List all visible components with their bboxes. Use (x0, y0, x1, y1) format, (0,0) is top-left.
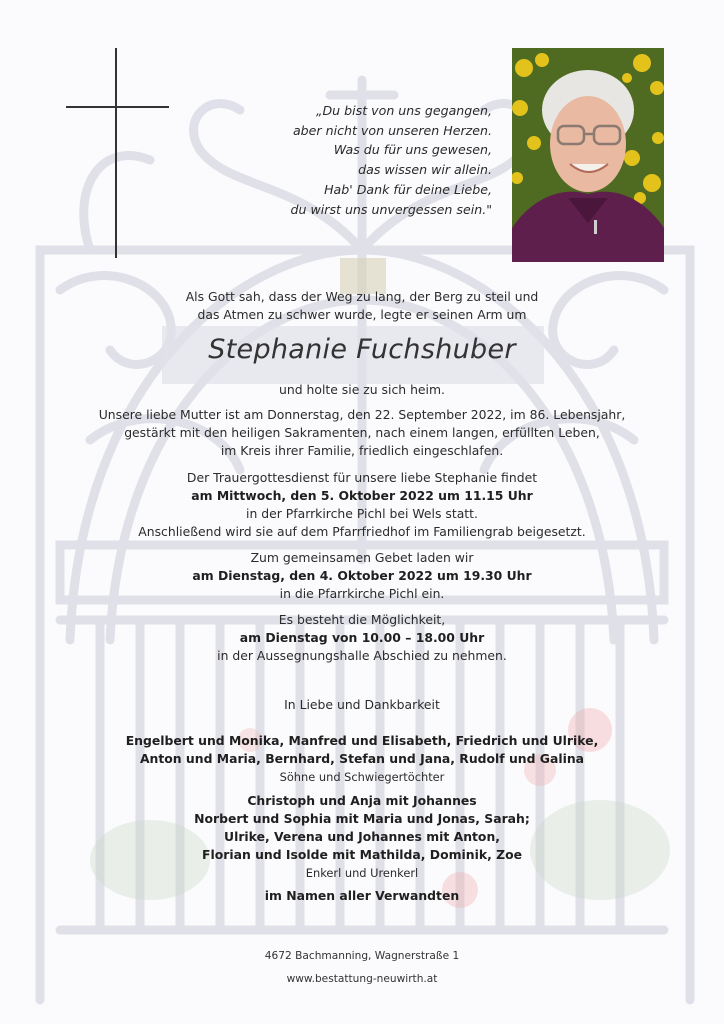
cross-vertical-line (115, 48, 117, 258)
cross-horizontal-line (66, 106, 169, 108)
children-role: Söhne und Schwiegertöchter (279, 770, 445, 784)
death-notice-line: Unsere liebe Mutter ist am Donnerstag, den 22. September 2022, im 86. Lebensjahr, (98, 407, 626, 422)
intro-line: das Atmen zu schwer wurde, legte er seinen Arm um (197, 307, 527, 322)
prayer-date: am Dienstag, den 4. Oktober 2022 um 19.30 Uhr (192, 568, 532, 583)
grandchildren-line: Ulrike, Verena und Johannes mit Anton, (224, 829, 500, 844)
children-line: Anton und Maria, Bernhard, Stefan und Jana, Rudolf und Galina (139, 751, 585, 766)
grandchildren-line: Norbert und Sophia mit Maria und Jonas, Sarah; (194, 811, 530, 826)
relatives-line: im Namen aller Verwandten (264, 888, 460, 903)
quote-line: du wirst uns unvergessen sein." (290, 201, 492, 217)
quote-line: „Du bist von uns gegangen, (315, 103, 492, 118)
grandchildren-line: Florian und Isolde mit Mathilda, Dominik, Zoe (202, 847, 522, 862)
after-name-line: und holte sie zu sich heim. (279, 382, 445, 397)
portrait-photo (512, 48, 664, 262)
quote-line: Was du für uns gewesen, (333, 142, 492, 158)
farewell-line: in der Aussegnungshalle Abschied zu nehmen. (217, 648, 507, 663)
death-notice-line: gestärkt mit den heiligen Sakramenten, nach einem langen, erfüllten Leben, (124, 425, 600, 440)
quote-line: aber nicht von unseren Herzen. (292, 122, 492, 138)
quote-line: Hab' Dank für deine Liebe, (324, 181, 492, 197)
quote-line: das wissen wir allein. (358, 162, 492, 178)
death-notice-line: im Kreis ihrer Familie, friedlich eingeschlafen. (220, 443, 504, 458)
footer-website: www.bestattung-neuwirth.at (286, 973, 438, 985)
funeral-line: Anschließend wird sie auf dem Pfarrfriedhof im Familiengrab beigesetzt. (138, 524, 586, 539)
deceased-name: Stephanie Fuchshuber (208, 334, 516, 365)
grandchildren-line: Christoph und Anja mit Johannes (247, 793, 477, 808)
funeral-line: Der Trauergottesdienst für unsere liebe Stephanie findet (186, 470, 538, 485)
grandchildren-role: Enkerl und Urenkerl (305, 866, 419, 880)
funeral-date: am Mittwoch, den 5. Oktober 2022 um 11.15 Uhr (191, 488, 533, 503)
memorial-quote (232, 101, 492, 219)
prayer-line: in die Pfarrkirche Pichl ein. (279, 586, 445, 601)
farewell-time: am Dienstag von 10.00 – 18.00 Uhr (239, 630, 485, 645)
children-line: Engelbert und Monika, Manfred und Elisabeth, Friedrich und Ulrike, (125, 733, 599, 748)
closing-line: In Liebe und Dankbarkeit (284, 697, 440, 712)
footer-address: 4672 Bachmanning, Wagnerstraße 1 (264, 950, 460, 962)
funeral-line: in der Pfarrkirche Pichl bei Wels statt. (246, 506, 478, 521)
intro-line: Als Gott sah, dass der Weg zu lang, der Berg zu steil und (185, 289, 539, 304)
prayer-line: Zum gemeinsamen Gebet laden wir (250, 550, 474, 565)
farewell-line: Es besteht die Möglichkeit, (278, 612, 446, 627)
